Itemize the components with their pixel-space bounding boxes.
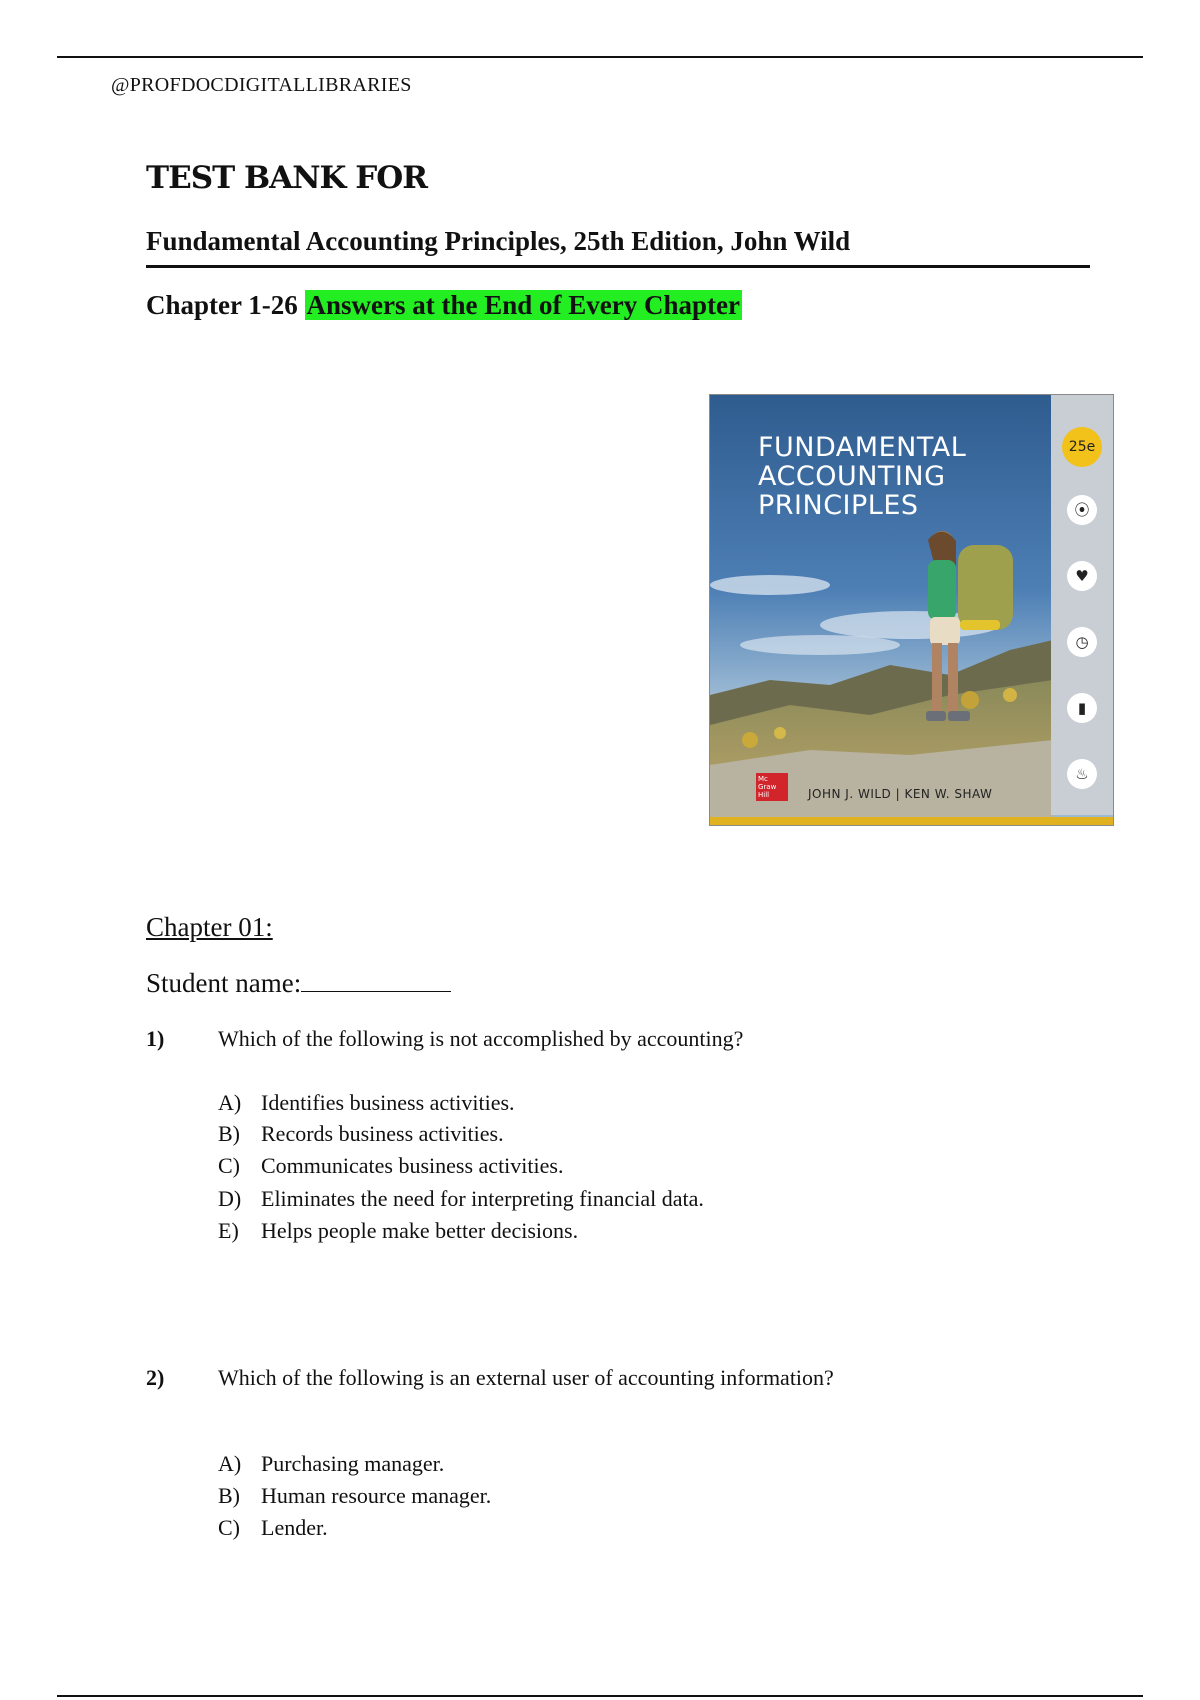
chapters-line bbox=[146, 290, 742, 321]
question-number: 2) bbox=[146, 1365, 165, 1390]
battery-icon: ▮ bbox=[1067, 693, 1097, 723]
watermark: @PROFDOCDIGITALLIBRARIES bbox=[111, 74, 412, 96]
top-rule bbox=[57, 56, 1143, 58]
heart-icon: ♥ bbox=[1067, 561, 1097, 591]
answer-option bbox=[218, 1186, 704, 1212]
bottom-rule bbox=[57, 1695, 1143, 1697]
option-text: Human resource manager. bbox=[261, 1483, 492, 1508]
cover-title-line2: ACCOUNTING bbox=[758, 461, 946, 492]
book-cover-image bbox=[709, 394, 1114, 826]
cover-authors: JOHN J. WILD | KEN W. SHAW bbox=[808, 787, 993, 801]
cover-sidebar bbox=[1051, 395, 1113, 815]
answers-highlight: Answers at the End of Every Chapter bbox=[306, 290, 740, 320]
edition-badge: 25e bbox=[1062, 427, 1102, 467]
option-text: Eliminates the need for interpreting financial data. bbox=[261, 1186, 704, 1211]
option-letter: B) bbox=[218, 1121, 240, 1146]
option-letter: A) bbox=[218, 1451, 242, 1476]
chapter-label: Chapter 01: bbox=[146, 912, 273, 942]
answer-option bbox=[218, 1121, 504, 1147]
option-letter: D) bbox=[218, 1186, 242, 1211]
option-text: Records business activities. bbox=[261, 1121, 504, 1146]
option-letter: A) bbox=[218, 1090, 242, 1115]
option-text: Communicates business activities. bbox=[261, 1153, 564, 1178]
option-text: Identifies business activities. bbox=[261, 1090, 515, 1115]
student-name-blank bbox=[301, 969, 451, 992]
option-letter: E) bbox=[218, 1218, 239, 1243]
option-letter: B) bbox=[218, 1483, 240, 1508]
page-title: TEST BANK FOR bbox=[146, 160, 428, 196]
flame-icon: ♨ bbox=[1067, 759, 1097, 789]
answer-option bbox=[218, 1515, 328, 1541]
cover-title-line1: FUNDAMENTAL bbox=[758, 432, 967, 463]
cover-gold-strip bbox=[710, 817, 1113, 825]
answer-option bbox=[218, 1090, 515, 1116]
question-number: 1) bbox=[146, 1026, 165, 1051]
student-name-field bbox=[146, 968, 451, 999]
option-text: Helps people make better decisions. bbox=[261, 1218, 579, 1243]
cover-title bbox=[758, 433, 1058, 520]
publisher-logo: Mc Graw Hill bbox=[756, 773, 788, 801]
stopwatch-icon: ◷ bbox=[1067, 627, 1097, 657]
cover-title-line3: PRINCIPLES bbox=[758, 490, 919, 521]
option-text: Purchasing manager. bbox=[261, 1451, 445, 1476]
option-text: Lender. bbox=[261, 1515, 328, 1540]
option-letter: C) bbox=[218, 1153, 240, 1178]
answer-option bbox=[218, 1218, 578, 1244]
student-name-label: Student name: bbox=[146, 968, 302, 998]
chapters-range: Chapter 1-26 bbox=[146, 290, 298, 320]
book-subtitle: Fundamental Accounting Principles, 25th Edition, John Wild bbox=[146, 226, 1090, 268]
answer-option bbox=[218, 1483, 491, 1509]
option-letter: C) bbox=[218, 1515, 240, 1540]
question-text: Which of the following is not accomplished by accounting? bbox=[218, 1026, 744, 1051]
answer-option bbox=[218, 1451, 444, 1477]
answer-option bbox=[218, 1153, 563, 1179]
location-pin-icon: ⦿ bbox=[1067, 495, 1097, 525]
question-text: Which of the following is an external user of accounting information? bbox=[218, 1365, 834, 1390]
